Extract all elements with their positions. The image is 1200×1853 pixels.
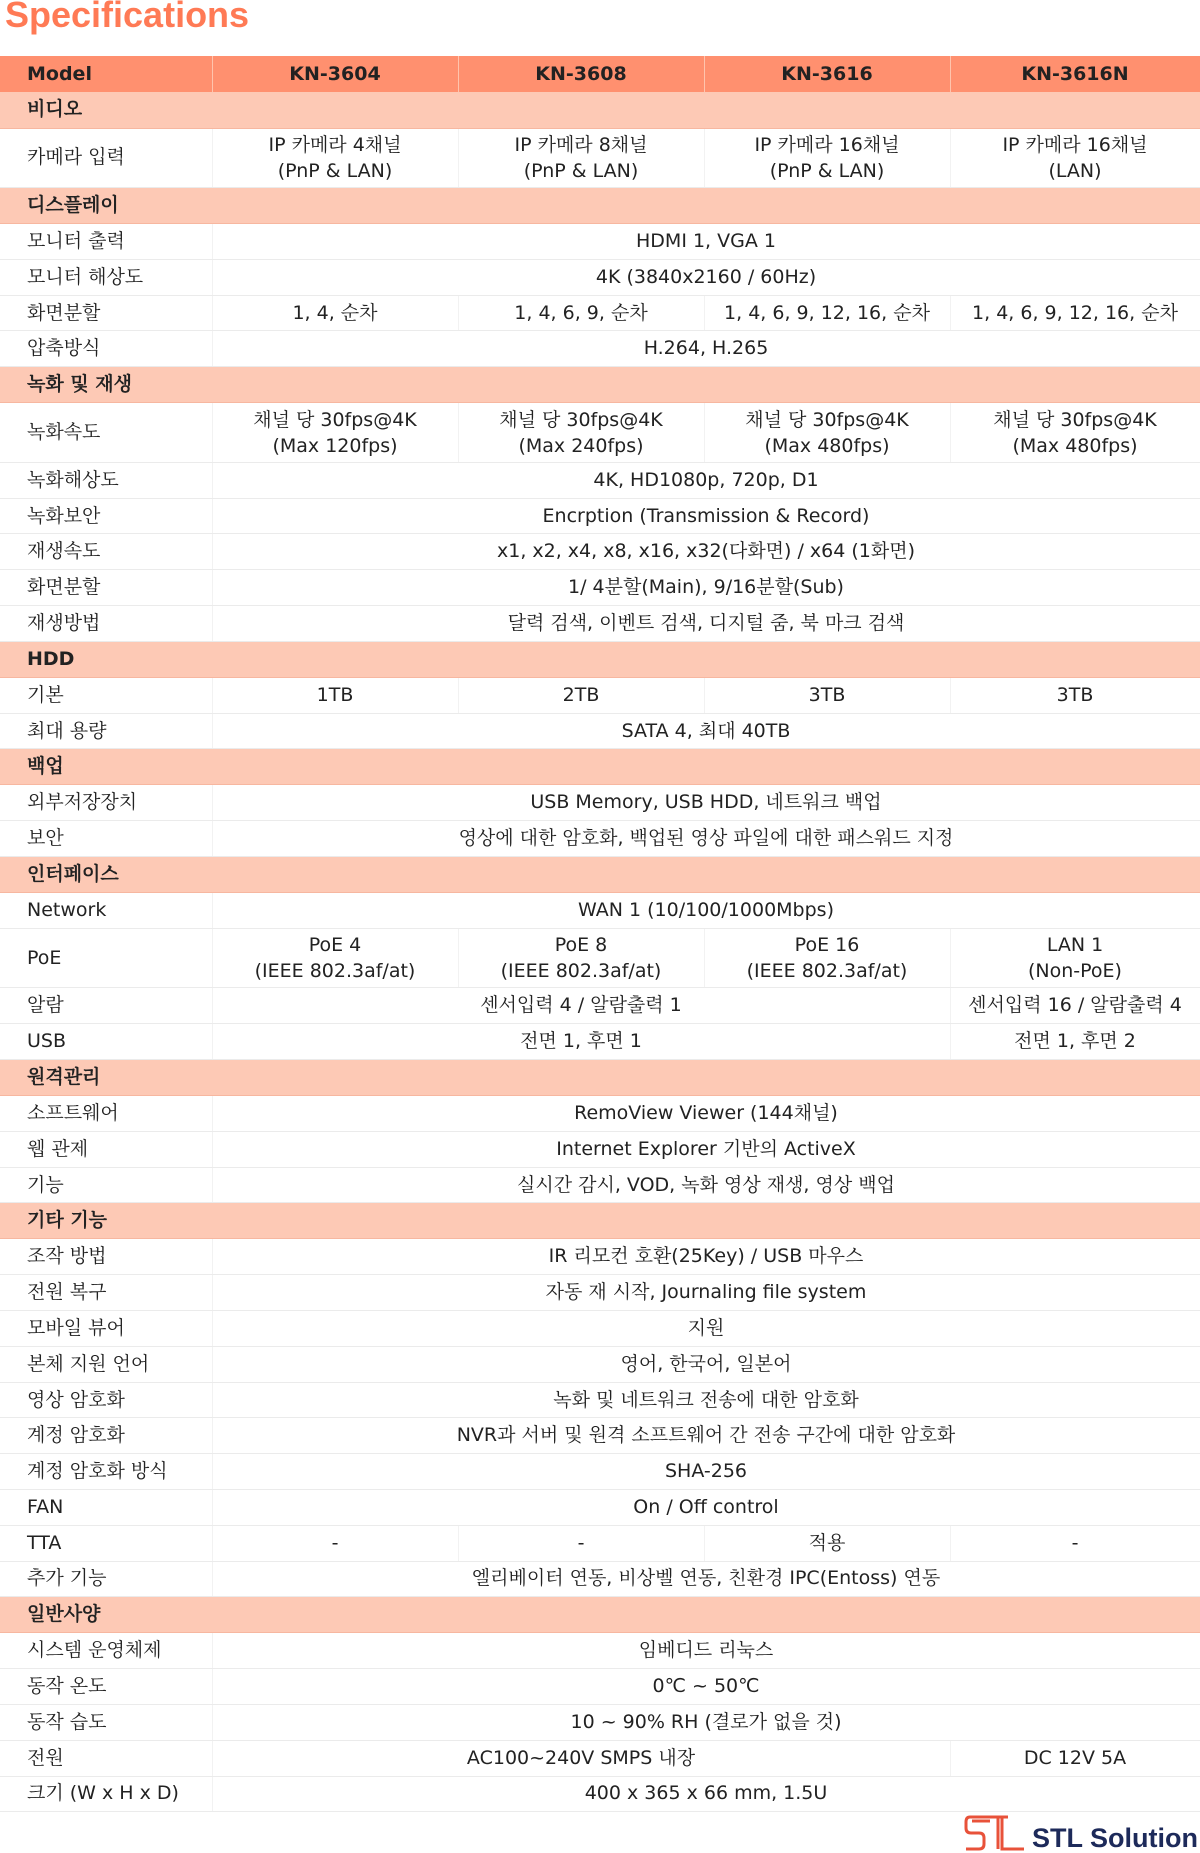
spec-value: 0℃ ~ 50℃ (212, 1669, 1200, 1705)
spec-label: 녹화보안 (0, 498, 212, 534)
spec-value: 센서입력 4 / 알람출력 1 (212, 988, 950, 1024)
spec-row (0, 534, 1200, 570)
spec-label: 알람 (0, 988, 212, 1024)
spec-value-line: 채널 당 30fps@4K (993, 408, 1157, 431)
spec-value: 전면 1, 후면 2 (950, 1024, 1200, 1060)
spec-value: x1, x2, x4, x8, x16, x32(다화면) / x64 (1화면) (212, 534, 1200, 570)
spec-row (0, 1418, 1200, 1454)
spec-value-line: LAN 1 (1046, 934, 1104, 957)
spec-value: RemoView Viewer (144채널) (212, 1096, 1200, 1132)
spec-value: 전면 1, 후면 1 (212, 1024, 950, 1060)
section-row (0, 641, 1200, 677)
spec-label: 조작 방법 (0, 1239, 212, 1275)
spec-value: SATA 4, 최대 40TB (212, 713, 1200, 749)
spec-value (212, 928, 458, 988)
section-title: 디스플레이 (0, 188, 1200, 224)
spec-value (458, 403, 704, 463)
spec-label: USB (0, 1024, 212, 1060)
spec-value: 3TB (704, 677, 950, 713)
spec-value (458, 128, 704, 188)
spec-value: 2TB (458, 677, 704, 713)
spec-label: 모바일 뷰어 (0, 1311, 212, 1347)
spec-value: 엘리베이터 연동, 비상벨 연동, 친환경 IPC(Entoss) 연동 (212, 1561, 1200, 1597)
spec-value: 3TB (950, 677, 1200, 713)
spec-value: AC100~240V SMPS 내장 (212, 1740, 950, 1776)
spec-value-line: (Max 480fps) (764, 434, 890, 457)
spec-label: 시스템 운영체제 (0, 1633, 212, 1669)
section-title: 원격관리 (0, 1060, 1200, 1096)
spec-label: 영상 암호화 (0, 1382, 212, 1418)
spec-value-line: (IEEE 802.3af/at) (746, 960, 908, 983)
spec-row (0, 1239, 1200, 1275)
spec-label: Network (0, 893, 212, 929)
spec-value: 4K, HD1080p, 720p, D1 (212, 462, 1200, 498)
spec-value: HDMI 1, VGA 1 (212, 224, 1200, 260)
spec-value-line: PoE 8 (554, 934, 608, 957)
spec-label: 화면분할 (0, 570, 212, 606)
spec-value (950, 928, 1200, 988)
spec-value (704, 928, 950, 988)
section-row (0, 188, 1200, 224)
spec-label: 동작 온도 (0, 1669, 212, 1705)
spec-value: 실시간 감시, VOD, 녹화 영상 재생, 영상 백업 (212, 1167, 1200, 1203)
spec-row (0, 403, 1200, 463)
spec-row (0, 331, 1200, 367)
spec-value-line: IP 카메라 16채널 (1002, 133, 1148, 156)
spec-value: H.264, H.265 (212, 331, 1200, 367)
spec-row (0, 1633, 1200, 1669)
section-row (0, 92, 1200, 128)
spec-row (0, 1454, 1200, 1490)
spec-table-body (0, 92, 1200, 1812)
spec-value: 1, 4, 순차 (212, 295, 458, 331)
spec-label: 전원 복구 (0, 1275, 212, 1311)
section-title: HDD (0, 641, 1200, 677)
spec-value: 10 ~ 90% RH (결로가 없을 것) (212, 1704, 1200, 1740)
spec-label: 계정 암호화 방식 (0, 1454, 212, 1490)
spec-value: 달력 검색, 이벤트 검색, 디지털 줌, 북 마크 검색 (212, 606, 1200, 642)
spec-row (0, 677, 1200, 713)
spec-row (0, 128, 1200, 188)
spec-value-line: (Max 480fps) (1012, 434, 1138, 457)
spec-row (0, 1346, 1200, 1382)
spec-label: 웹 관제 (0, 1131, 212, 1167)
spec-value: 센서입력 16 / 알람출력 4 (950, 988, 1200, 1024)
spec-row (0, 928, 1200, 988)
spec-value-line: (PnP & LAN) (523, 159, 639, 182)
spec-value: USB Memory, USB HDD, 네트워크 백업 (212, 785, 1200, 821)
spec-label: 본체 지원 언어 (0, 1346, 212, 1382)
spec-value-line: IP 카메라 16채널 (754, 133, 900, 156)
spec-value: - (950, 1525, 1200, 1561)
spec-label: TTA (0, 1525, 212, 1561)
spec-value-line: 채널 당 30fps@4K (253, 408, 417, 431)
spec-row (0, 785, 1200, 821)
spec-label: 추가 기능 (0, 1561, 212, 1597)
spec-value-line: (PnP & LAN) (277, 159, 393, 182)
spec-value (212, 128, 458, 188)
spec-value (704, 403, 950, 463)
section-row (0, 367, 1200, 403)
spec-value-line: IP 카메라 8채널 (514, 133, 648, 156)
spec-row (0, 1131, 1200, 1167)
spec-value: NVR과 서버 및 원격 소프트웨어 간 전송 구간에 대한 암호화 (212, 1418, 1200, 1454)
spec-row (0, 821, 1200, 857)
stl-logo-icon (964, 1811, 1026, 1853)
spec-value: 영상에 대한 암호화, 백업된 영상 파일에 대한 패스워드 지정 (212, 821, 1200, 857)
spec-row (0, 570, 1200, 606)
spec-row (0, 462, 1200, 498)
spec-label: FAN (0, 1490, 212, 1526)
spec-label: 보안 (0, 821, 212, 857)
header-model-kn3616n: KN-3616N (950, 56, 1200, 92)
spec-value: 임베디드 리눅스 (212, 1633, 1200, 1669)
spec-value: 영어, 한국어, 일본어 (212, 1346, 1200, 1382)
spec-value (704, 128, 950, 188)
spec-value (458, 928, 704, 988)
spec-row (0, 1024, 1200, 1060)
spec-row (0, 606, 1200, 642)
spec-value: 4K (3840x2160 / 60Hz) (212, 259, 1200, 295)
spec-label: 카메라 입력 (0, 128, 212, 188)
spec-row (0, 1096, 1200, 1132)
spec-label: 녹화속도 (0, 403, 212, 463)
spec-value: Internet Explorer 기반의 ActiveX (212, 1131, 1200, 1167)
header-model-label: Model (0, 56, 212, 92)
header-model-kn3608: KN-3608 (458, 56, 704, 92)
spec-label: 전원 (0, 1740, 212, 1776)
section-title: 기타 기능 (0, 1203, 1200, 1239)
spec-label: 기본 (0, 677, 212, 713)
logo-text: STL Solution (1032, 1823, 1198, 1853)
page-title: Specifications (5, 0, 250, 35)
spec-value: 1TB (212, 677, 458, 713)
section-title: 일반사양 (0, 1597, 1200, 1633)
spec-row (0, 498, 1200, 534)
spec-row (0, 259, 1200, 295)
section-row (0, 749, 1200, 785)
spec-value: 400 x 365 x 66 mm, 1.5U (212, 1776, 1200, 1812)
spec-label: 외부저장장치 (0, 785, 212, 821)
section-title: 인터페이스 (0, 857, 1200, 893)
spec-label: 재생속도 (0, 534, 212, 570)
spec-value-line: (Max 240fps) (518, 434, 644, 457)
spec-row (0, 1311, 1200, 1347)
spec-value (212, 403, 458, 463)
spec-row (0, 295, 1200, 331)
spec-row (0, 1561, 1200, 1597)
spec-value: 1/ 4분할(Main), 9/16분할(Sub) (212, 570, 1200, 606)
spec-value: 녹화 및 네트워크 전송에 대한 암호화 (212, 1382, 1200, 1418)
section-title: 녹화 및 재생 (0, 367, 1200, 403)
section-title: 백업 (0, 749, 1200, 785)
table-header-row (0, 56, 1200, 92)
spec-value: - (212, 1525, 458, 1561)
spec-row (0, 1704, 1200, 1740)
spec-value: SHA-256 (212, 1454, 1200, 1490)
spec-row (0, 1740, 1200, 1776)
stl-solution-logo (964, 1807, 1198, 1853)
spec-value-line: (PnP & LAN) (769, 159, 885, 182)
spec-value: 1, 4, 6, 9, 12, 16, 순차 (704, 295, 950, 331)
spec-value: 1, 4, 6, 9, 12, 16, 순차 (950, 295, 1200, 331)
spec-value-line: (IEEE 802.3af/at) (500, 960, 662, 983)
spec-label: 모니터 출력 (0, 224, 212, 260)
spec-value (950, 403, 1200, 463)
spec-value: DC 12V 5A (950, 1740, 1200, 1776)
spec-label: 소프트웨어 (0, 1096, 212, 1132)
spec-label: 동작 습도 (0, 1704, 212, 1740)
spec-label: 녹화해상도 (0, 462, 212, 498)
spec-label: 재생방법 (0, 606, 212, 642)
section-row (0, 1060, 1200, 1096)
header-model-kn3616: KN-3616 (704, 56, 950, 92)
spec-value-line: 채널 당 30fps@4K (745, 408, 909, 431)
header-model-kn3604: KN-3604 (212, 56, 458, 92)
spec-value-line: (LAN) (1048, 159, 1102, 182)
spec-value-line: (Non-PoE) (1028, 960, 1122, 983)
spec-value-line: (Max 120fps) (272, 434, 398, 457)
spec-label: 압축방식 (0, 331, 212, 367)
spec-table (0, 56, 1200, 1812)
spec-row (0, 893, 1200, 929)
spec-row (0, 1669, 1200, 1705)
spec-value-line: (IEEE 802.3af/at) (254, 960, 416, 983)
spec-row (0, 1490, 1200, 1526)
spec-row (0, 1525, 1200, 1561)
spec-label: 기능 (0, 1167, 212, 1203)
spec-value-line: IP 카메라 4채널 (268, 133, 402, 156)
spec-value: 지원 (212, 1311, 1200, 1347)
spec-label: 최대 용량 (0, 713, 212, 749)
spec-value: 1, 4, 6, 9, 순차 (458, 295, 704, 331)
spec-value: IR 리모컨 호환(25Key) / USB 마우스 (212, 1239, 1200, 1275)
spec-value: 적용 (704, 1525, 950, 1561)
spec-value: - (458, 1525, 704, 1561)
spec-value: Encrption (Transmission & Record) (212, 498, 1200, 534)
spec-value-line: PoE 4 (308, 934, 362, 957)
spec-row (0, 988, 1200, 1024)
spec-label: 계정 암호화 (0, 1418, 212, 1454)
spec-row (0, 1275, 1200, 1311)
section-row (0, 857, 1200, 893)
spec-label: 모니터 해상도 (0, 259, 212, 295)
spec-value: WAN 1 (10/100/1000Mbps) (212, 893, 1200, 929)
spec-label: PoE (0, 928, 212, 988)
spec-row (0, 224, 1200, 260)
spec-row (0, 1167, 1200, 1203)
spec-row (0, 1382, 1200, 1418)
section-title: 비디오 (0, 92, 1200, 128)
spec-row (0, 713, 1200, 749)
spec-value: 자동 재 시작, Journaling file system (212, 1275, 1200, 1311)
spec-value (950, 128, 1200, 188)
spec-value-line: 채널 당 30fps@4K (499, 408, 663, 431)
section-row (0, 1597, 1200, 1633)
spec-label: 크기 (W x H x D) (0, 1776, 212, 1812)
spec-label: 화면분할 (0, 295, 212, 331)
spec-value: On / Off control (212, 1490, 1200, 1526)
spec-value-line: PoE 16 (794, 934, 860, 957)
section-row (0, 1203, 1200, 1239)
